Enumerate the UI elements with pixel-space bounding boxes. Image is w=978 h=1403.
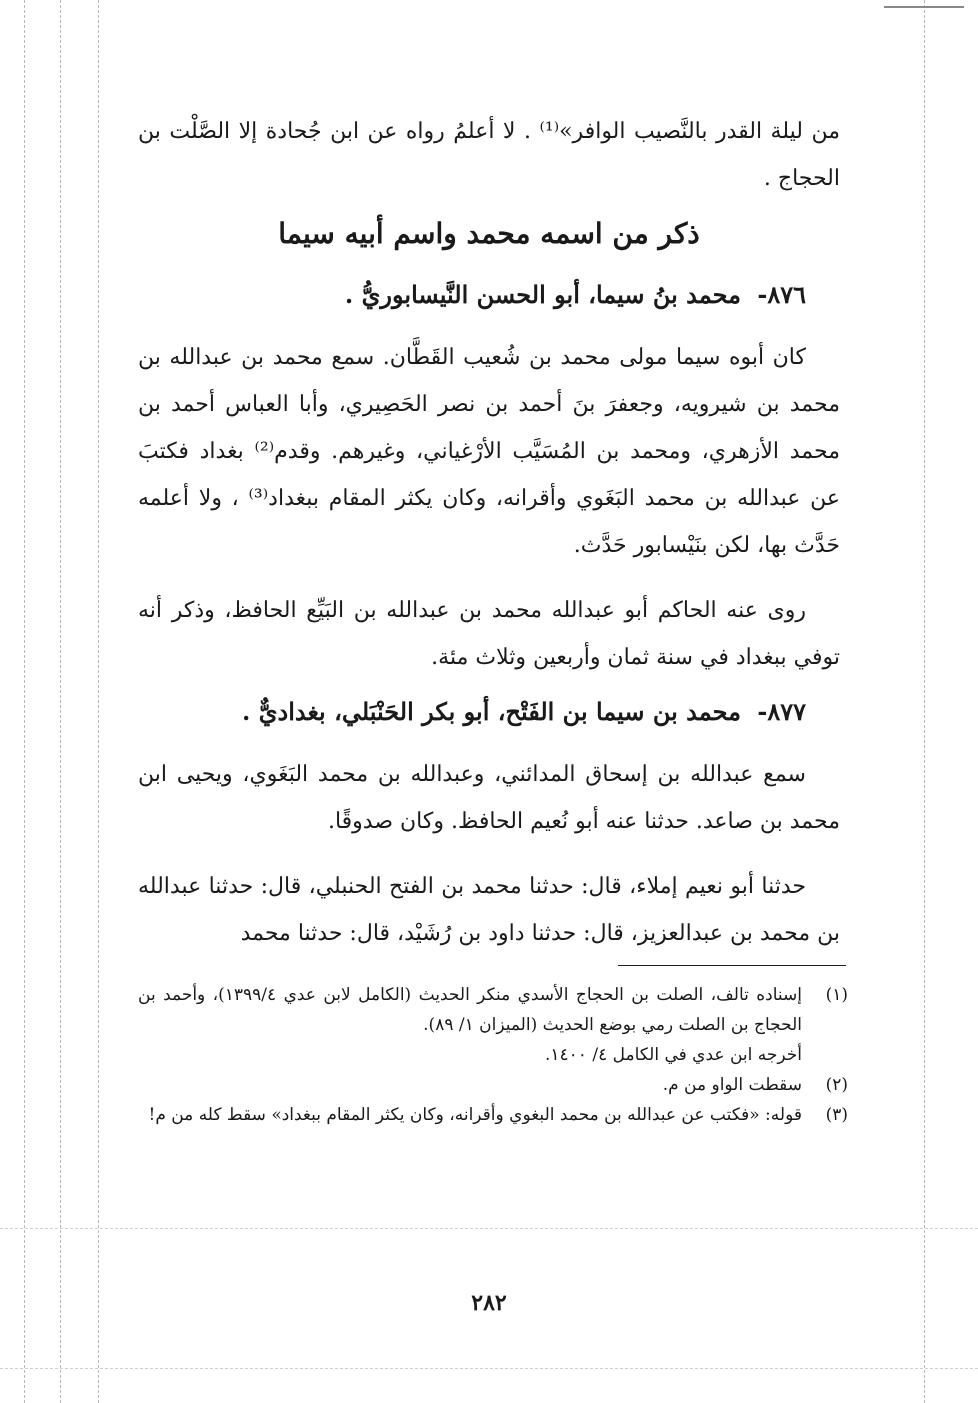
- footnote-number: (٣): [825, 1105, 848, 1125]
- footnote-divider: [618, 965, 846, 966]
- entry-876-paragraph-1: كان أبوه سيما مولى محمد بن شُعيب القَطَّان. سمع محمد بن عبدالله بن محمد بن شيرويه، وجعفرَ بنَ أحمد بن نصر الحَصِيري، وأبا العباس أحمد بن محمد الأزهري، ومحمد بن المُسَيَّب الأرْغياني، وغيرهم. وقدم⁽²⁾ بغداد فكتبَ عن عبدالله بن محمد البَغَوي وأقرانه، وكان يكثر المقام ببغداد⁽³⁾ ، ولا أعلمه حَدَّث بها، لكن بنَيْسابور حَدَّث.: [138, 345, 840, 558]
- footnote-item: [138, 1100, 848, 1130]
- footnote-number: (١): [825, 985, 848, 1005]
- footnote-text: إسناده تالف، الصلت بن الحجاج الأسدي منكر الحديث (الكامل لابن عدي ١٣٩٩/٤)، وأحمد بن الحجاج بن الصلت رمي بوضع الحديث (الميزان ١/ ٨٩).: [138, 985, 802, 1035]
- footnote-text: قوله: «فكتب عن عبدالله بن محمد البغوي وأقرانه، وكان يكثر المقام ببغداد» سقط كله من م!: [148, 1105, 802, 1125]
- entry-name: محمد بنُ سيما، أبو الحسن النَّيسابوريُّ .: [344, 280, 741, 309]
- footnote-item: [138, 980, 848, 1040]
- entry-876-heading: [138, 272, 840, 318]
- footnote-number: (٢): [825, 1075, 848, 1095]
- scan-guide-line: [0, 1228, 978, 1229]
- scan-guide-line: [924, 0, 925, 1403]
- entry-number: ٨٧٧-: [757, 697, 806, 726]
- footnote-continuation: أخرجه ابن عدي في الكامل ٤/ ١٤٠٠.: [545, 1045, 802, 1065]
- scan-guide-line: [60, 0, 61, 1403]
- footnote-text: سقطت الواو من م.: [662, 1075, 802, 1095]
- scan-guide-line: [98, 0, 99, 1403]
- entry-number: ٨٧٦-: [757, 280, 806, 309]
- scan-guide-line: [0, 1368, 978, 1369]
- footnote-item: [138, 1070, 848, 1100]
- page-body: [138, 108, 840, 957]
- entry-877-paragraph-2: حدثنا أبو نعيم إملاء، قال: حدثنا محمد بن الفتح الحنبلي، قال: حدثنا عبدالله بن محمد بن عبدالعزيز، قال: حدثنا داود بن رُشَيْد، قال: حدثنا محمد: [138, 874, 840, 946]
- entry-877-paragraph-1: سمع عبدالله بن إسحاق المدائني، وعبدالله بن محمد البَغَوي، ويحيى ابن محمد بن صاعد. حدثنا عنه أبو نُعيم الحافظ. وكان صدوقًا.: [138, 762, 840, 834]
- section-title: ذكر من اسمه محمد واسم أبيه سيما: [278, 217, 700, 250]
- footnotes: [138, 980, 848, 1130]
- scan-guide-line: [24, 0, 25, 1403]
- entry-876-paragraph-2: روى عنه الحاكم أبو عبدالله محمد بن عبدالله بن البَيِّع الحافظ، وذكر أنه توفي ببغداد في سنة ثمان وأربعين وثلاث مئة.: [138, 598, 840, 670]
- scan-corner-mark: [884, 6, 964, 8]
- carry-over-paragraph: من ليلة القدر بالنَّصيب الوافر»⁽¹⁾ . لا أعلمُ رواه عن ابن جُحادة إلا الصَّلْت بن الحجاج .: [138, 119, 840, 191]
- page-number: ٢٨٢: [471, 1290, 507, 1316]
- entry-name: محمد بن سيما بن الفَتْح، أبو بكر الحَنْبَلي، بغداديٌّ .: [242, 697, 741, 726]
- entry-877-heading: [138, 689, 840, 735]
